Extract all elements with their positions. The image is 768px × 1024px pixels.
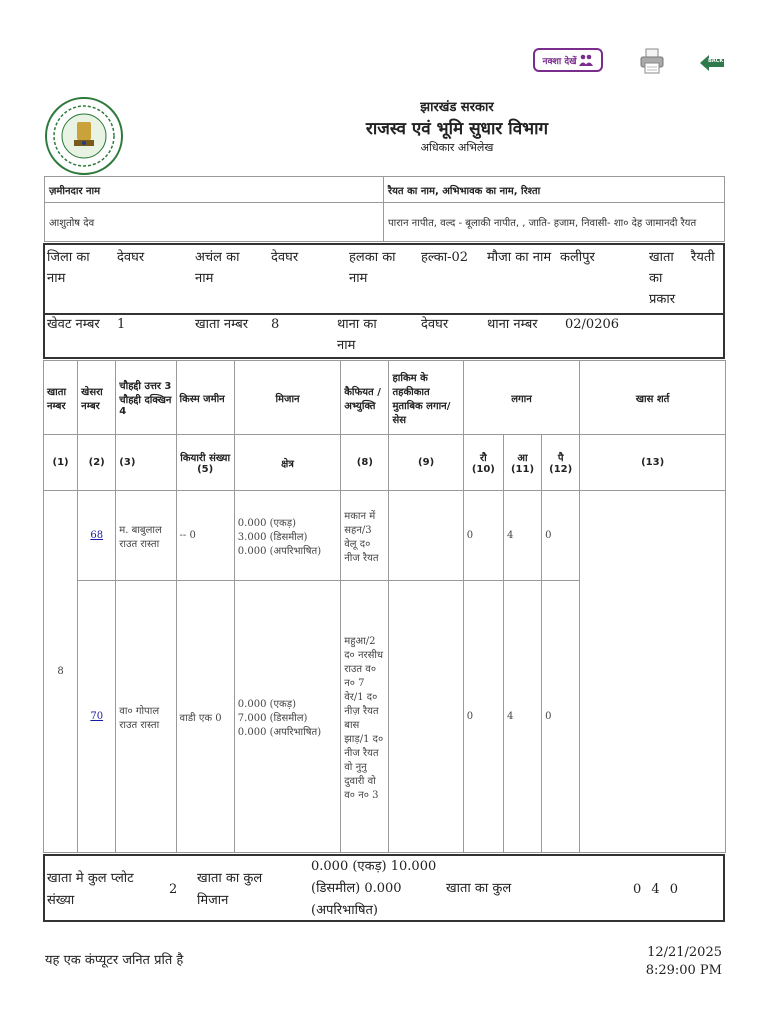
khata-summary xyxy=(43,854,725,922)
mauja-value: कलीपुर xyxy=(560,250,595,265)
zila-value: देवघर xyxy=(117,250,145,265)
aa-cell: 4 xyxy=(503,581,541,853)
area-decimal: 7.000 (डिसमील) xyxy=(237,712,308,724)
raiyat-value: पारान नापीत, वल्द - बूलाकी नापीत, , जाति- हजाम, निवासी- शा० देह जामानदी रैयत xyxy=(384,203,725,242)
area-cell xyxy=(234,581,340,853)
col-n8: (8) xyxy=(341,435,389,491)
area-acre: 0.000 (एकड़) xyxy=(237,698,296,710)
thana-no-value: 02/0206 xyxy=(565,317,620,332)
col-n1: (1) xyxy=(44,435,78,491)
rau-cell: 0 xyxy=(463,491,503,581)
area-decimal: 3.000 (डिसमील) xyxy=(237,531,308,543)
pai-cell: 0 xyxy=(542,581,580,853)
col-hakim: हाकिम के तहकीकात मुताबिक लगान/सेस xyxy=(389,361,463,435)
col-n13: (13) xyxy=(580,435,726,491)
col-rau: रौ (10) xyxy=(463,435,503,491)
area-undefined: 0.000 (अपरिभाषित) xyxy=(237,545,322,557)
record-title: अधिकार अभिलेख xyxy=(420,141,494,154)
rau-cell: 0 xyxy=(463,581,503,853)
area-acre: 0.000 (एकड़) xyxy=(237,517,296,529)
print-date: 12/21/2025 xyxy=(647,945,722,960)
back-button[interactable] xyxy=(698,52,726,74)
col-khas: खास शर्त xyxy=(580,361,726,435)
govt-title: झारखंड सरकार xyxy=(420,100,494,115)
area-undefined: 0.000 (अपरिभाषित) xyxy=(237,726,322,738)
thana-label: थाना का नाम xyxy=(337,317,377,353)
khata-value: 8 xyxy=(271,317,280,332)
col-aa: आ (11) xyxy=(503,435,541,491)
khesra-link-70[interactable]: 70 xyxy=(90,711,104,722)
zamindar-label: ज़मीनदार नाम xyxy=(45,177,384,203)
print-timestamp xyxy=(620,944,722,980)
jharkhand-emblem-icon xyxy=(44,96,124,176)
khata-prakar-label: खाता का प्रकार xyxy=(649,250,676,307)
naksha-dekhen-button[interactable] xyxy=(533,48,603,72)
khata-no-cell: 8 xyxy=(44,491,78,853)
col-pai: पै (12) xyxy=(542,435,580,491)
hakim-cell xyxy=(389,491,463,581)
col-khesra: खेसरा नम्बर xyxy=(78,361,116,435)
halka-label: हलका का नाम xyxy=(349,250,396,286)
computer-generated-note: यह एक कंप्यूटर जनित प्रति है xyxy=(45,953,184,968)
raiyat-label: रैयत का नाम, अभिभावक का नाम, रिश्ता xyxy=(384,177,725,203)
chauhaddi-cell: म. बाबुलाल राउत रास्ता xyxy=(116,491,176,581)
khewat-value: 1 xyxy=(117,317,126,332)
col-n9: (9) xyxy=(389,435,463,491)
total-value: 0 4 0 xyxy=(633,882,682,897)
land-info-box xyxy=(43,243,725,359)
col-kshetra: क्षेत्र xyxy=(234,435,340,491)
plot-count-value: 2 xyxy=(169,882,178,897)
total-mijan-label: खाता का कुल मिजान xyxy=(197,871,263,908)
col-chauhaddi: चौहद्दी उत्तर 3 चौहद्दी दक्खिन 4 xyxy=(116,361,176,435)
khesra-link-68[interactable]: 68 xyxy=(90,530,104,541)
total-mijan-value: 0.000 (एकड़) 10.000 (डिसमील) 0.000 (अपरिभाषित) xyxy=(311,859,437,918)
area-cell xyxy=(234,491,340,581)
col-kism: किस्म जमीन xyxy=(176,361,234,435)
col-khata: खाता नम्बर xyxy=(44,361,78,435)
col-n2: (2) xyxy=(78,435,116,491)
chauhaddi-cell: वा० गोपाल राउत रास्ता xyxy=(116,581,176,853)
khewat-label: खेवट नम्बर xyxy=(47,317,100,332)
kaifiyat-cell: मकान में सहन/3 वेलू द० नीज रैयत xyxy=(341,491,389,581)
zila-label: जिला का नाम xyxy=(47,250,90,286)
khata-label: खाता नम्बर xyxy=(195,317,249,332)
col-mijan: मिजान xyxy=(234,361,340,435)
naksha-label: नक्शा देखें xyxy=(542,56,577,67)
aa-cell: 4 xyxy=(503,491,541,581)
khatiyan-table xyxy=(43,360,726,853)
back-label: BACK xyxy=(708,58,724,64)
hakim-cell xyxy=(389,581,463,853)
anchal-value: देवघर xyxy=(271,250,299,265)
kism-cell: वाडी एक 0 xyxy=(176,581,234,853)
kaifiyat-cell: महुआ/2 द० नरसीध राउत व० न० 7 वेर/1 द० नीज़ रैयत बास झाड़/1 द० नीज रैयत वो नुनु दुवारी वो व० न० 3 xyxy=(341,581,389,853)
col-n3: (3) xyxy=(116,435,176,491)
total-label: खाता का कुल xyxy=(446,881,512,896)
kism-cell: -- 0 xyxy=(176,491,234,581)
printer-icon[interactable] xyxy=(640,48,664,74)
col-kiyari: कियारी संख्या (5) xyxy=(176,435,234,491)
halka-value: हल्का-02 xyxy=(421,250,469,265)
mauja-label: मौजा का नाम xyxy=(487,250,552,265)
khas-cell xyxy=(580,491,726,853)
pai-cell: 0 xyxy=(542,491,580,581)
anchal-label: अचंल का नाम xyxy=(195,250,240,286)
khata-prakar-value: रैयती xyxy=(691,250,715,265)
dept-title: राजस्व एवं भूमि सुधार विभाग xyxy=(365,119,549,139)
thana-value: देवघर xyxy=(421,317,449,332)
col-kaifiyat: कैफियत / अभ्युक्ति xyxy=(341,361,389,435)
table-row xyxy=(44,491,726,581)
plot-count-label: खाता मे कुल प्लोट संख्या xyxy=(47,871,134,908)
owner-table xyxy=(44,176,725,242)
people-icon xyxy=(579,54,593,66)
thana-no-label: थाना नम्बर xyxy=(487,317,538,332)
print-time: 8:29:00 PM xyxy=(645,963,722,978)
col-lagan: लगान xyxy=(463,361,579,435)
zamindar-value: आशुतोष देव xyxy=(45,203,384,242)
